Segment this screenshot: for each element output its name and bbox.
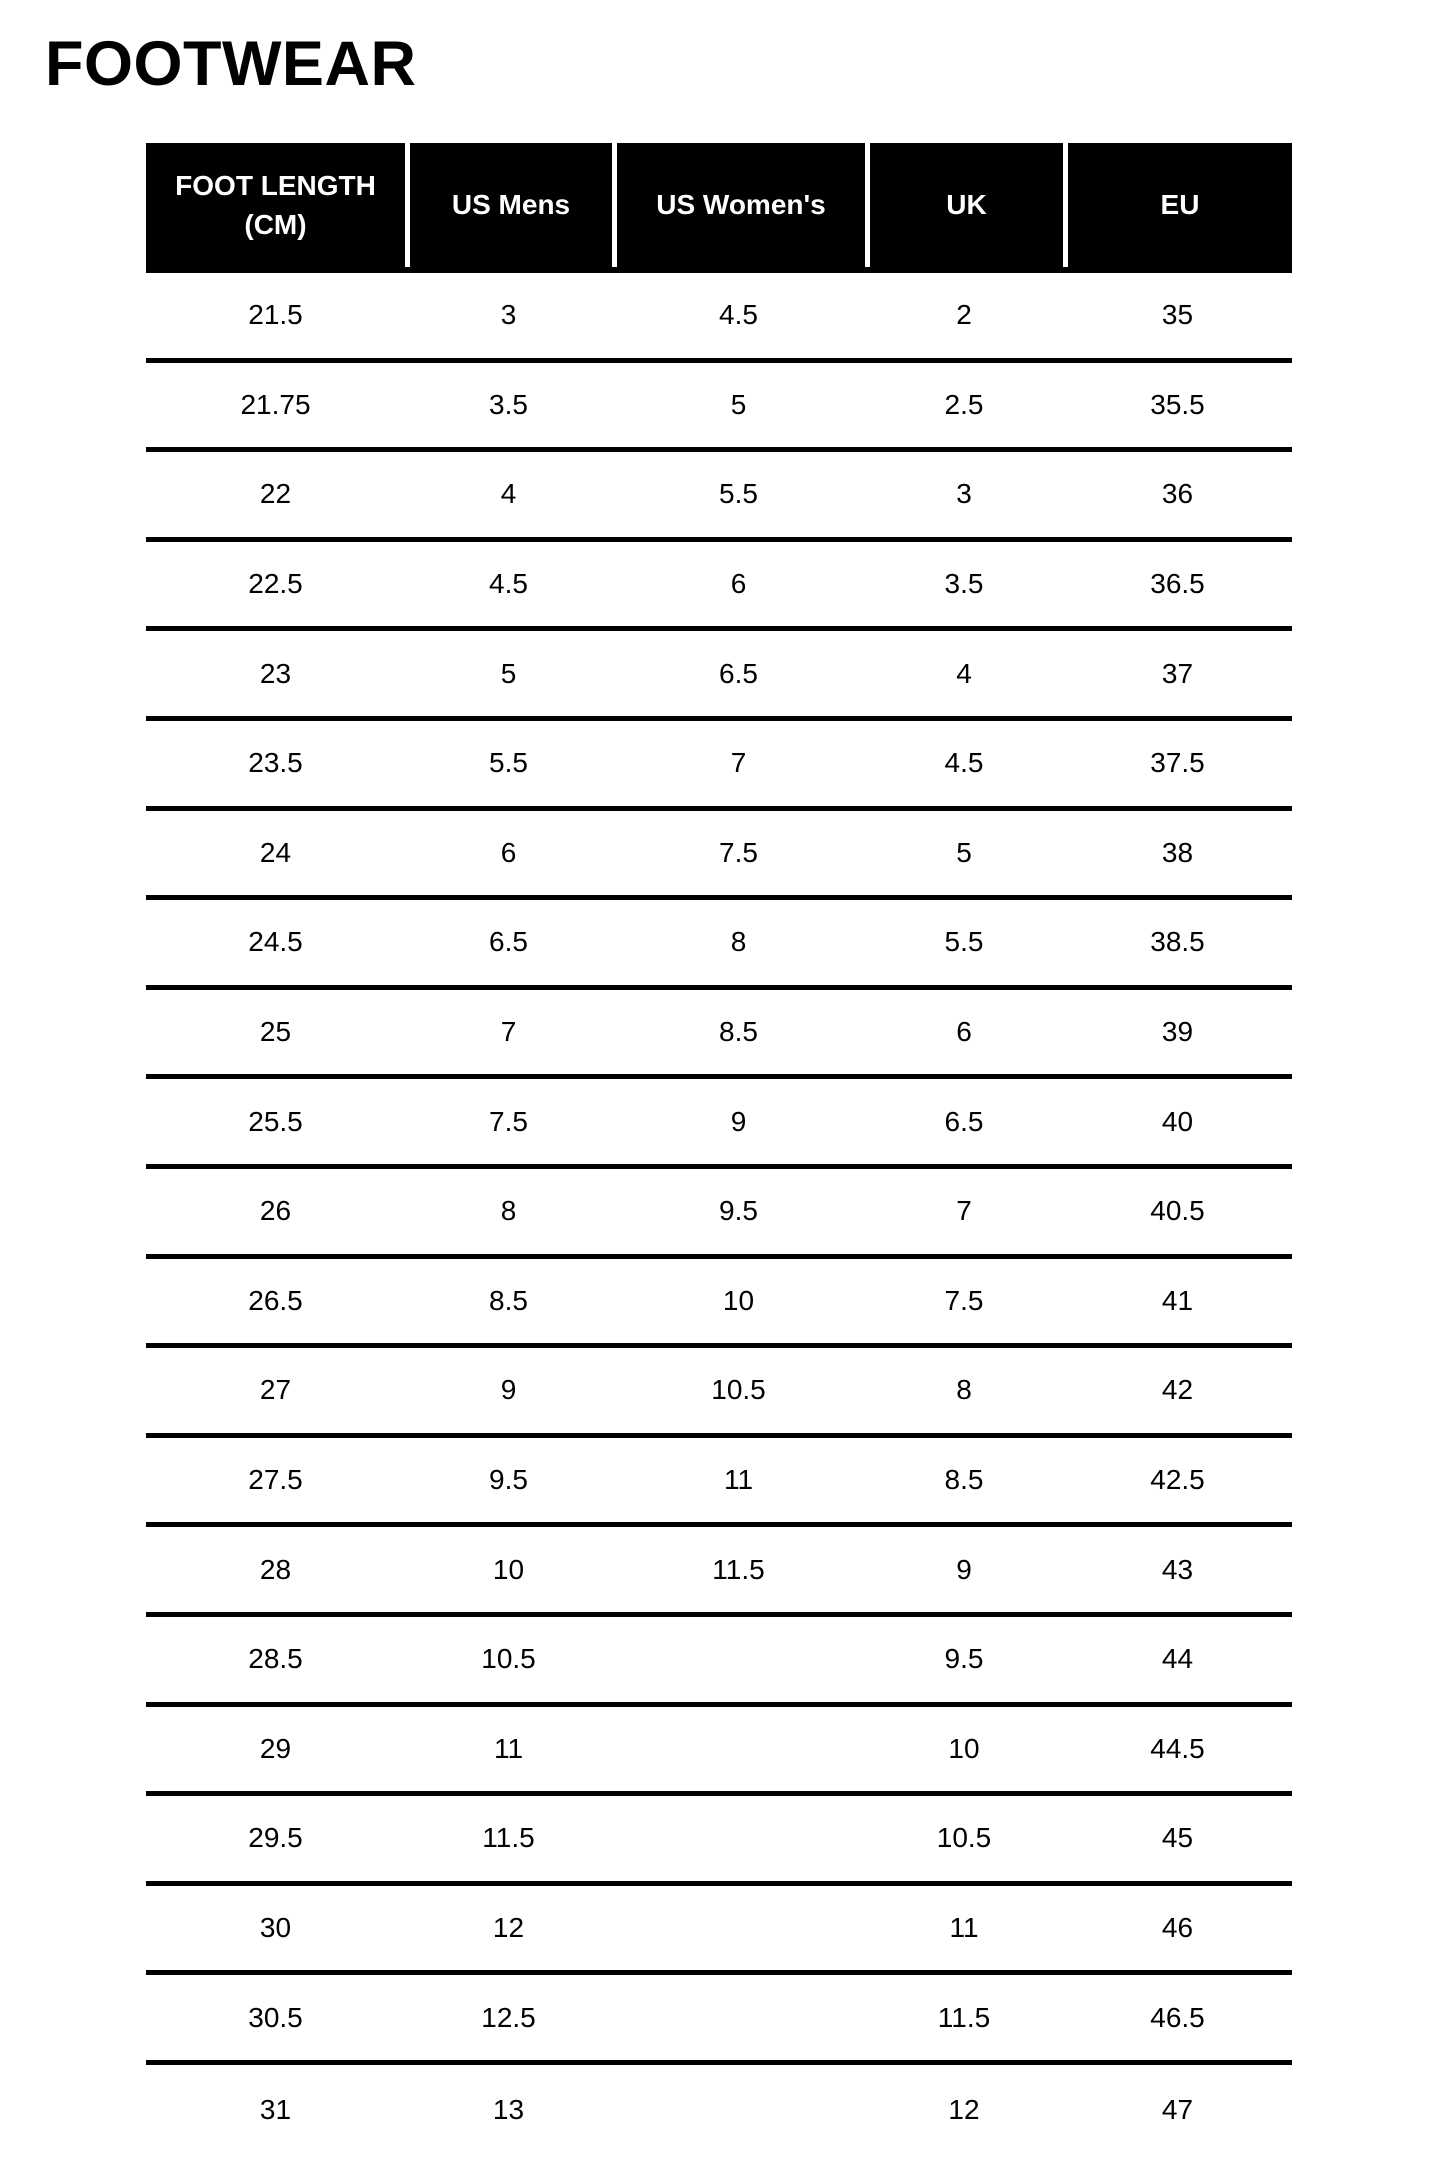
cell-us-womens: 6 (730, 568, 747, 600)
cell-foot-length-cm: 28.5 (248, 1643, 303, 1675)
cell-uk: 5 (956, 836, 972, 868)
column-header-uk: UK (865, 143, 1063, 267)
table-row (146, 811, 1292, 901)
cell-us-mens: 11.5 (482, 1822, 535, 1854)
table-row (146, 363, 1292, 453)
table-header-row (146, 143, 1292, 273)
cell-uk: 9 (956, 1553, 972, 1585)
cell-eu: 42.5 (1150, 1464, 1205, 1496)
cell-eu: 39 (1161, 1016, 1194, 1048)
cell-eu: 38 (1161, 836, 1194, 868)
cell-eu: 46.5 (1150, 2001, 1205, 2033)
table-row (146, 273, 1292, 363)
page-title: FOOTWEAR (45, 29, 417, 99)
cell-us-womens (612, 1975, 865, 2060)
cell-us-mens: 9 (500, 1374, 517, 1406)
footwear-size-table (146, 143, 1292, 2154)
table-row (146, 990, 1292, 1080)
cell-us-womens: 9 (730, 1105, 747, 1137)
cell-us-mens: 11 (493, 1732, 524, 1764)
cell-eu: 36.5 (1150, 568, 1205, 600)
cell-us-mens: 12.5 (481, 2001, 536, 2033)
cell-uk: 12 (948, 2093, 980, 2125)
cell-uk: 9.5 (944, 1643, 984, 1675)
cell-foot-length-cm: 30 (259, 1911, 292, 1943)
cell-us-mens: 10.5 (481, 1643, 536, 1675)
cell-us-womens: 9.5 (719, 1195, 758, 1227)
cell-foot-length-cm: 27 (259, 1374, 292, 1406)
cell-us-mens: 4 (500, 478, 517, 510)
table-row (146, 721, 1292, 811)
table-row (146, 1079, 1292, 1169)
table-row (146, 1527, 1292, 1617)
cell-us-mens: 9.5 (489, 1464, 528, 1496)
cell-us-mens: 3.5 (489, 388, 528, 420)
cell-eu: 43 (1161, 1553, 1194, 1585)
cell-uk: 10.5 (936, 1822, 992, 1854)
cell-us-mens: 4.5 (489, 568, 528, 600)
cell-uk: 2.5 (944, 388, 984, 420)
cell-us-mens: 10 (492, 1553, 525, 1585)
cell-us-womens: 7.5 (719, 836, 758, 868)
cell-us-womens: 10.5 (711, 1374, 766, 1406)
cell-uk: 4.5 (944, 747, 984, 779)
cell-us-mens: 12 (492, 1911, 525, 1943)
table-row (146, 1886, 1292, 1976)
table-row (146, 1975, 1292, 2065)
table-row (146, 1169, 1292, 1259)
column-header-us-mens: US Mens (405, 143, 612, 267)
cell-eu: 41 (1161, 1284, 1194, 1316)
cell-foot-length-cm: 24 (259, 836, 292, 868)
cell-us-womens: 5.5 (719, 478, 758, 510)
cell-foot-length-cm: 21.5 (248, 299, 303, 331)
cell-uk: 4 (956, 657, 972, 689)
column-header-eu: EU (1063, 143, 1292, 267)
cell-us-womens (612, 1617, 865, 1702)
cell-eu: 44.5 (1150, 1732, 1205, 1764)
cell-eu: 35.5 (1150, 388, 1205, 420)
table-row (146, 900, 1292, 990)
cell-uk: 8 (956, 1374, 972, 1406)
cell-foot-length-cm: 25 (259, 1016, 292, 1048)
cell-foot-length-cm: 28 (259, 1553, 292, 1585)
cell-us-mens: 8.5 (489, 1284, 528, 1316)
cell-eu: 38.5 (1150, 926, 1205, 958)
cell-uk: 7 (956, 1195, 972, 1227)
cell-us-womens: 11 (723, 1464, 754, 1496)
cell-us-mens: 3 (500, 299, 517, 331)
cell-us-womens: 7 (730, 747, 747, 779)
cell-us-womens (612, 1707, 865, 1792)
cell-eu: 45 (1161, 1822, 1194, 1854)
cell-us-mens: 6.5 (489, 926, 528, 958)
cell-foot-length-cm: 21.75 (240, 388, 311, 420)
cell-us-mens: 6 (500, 836, 517, 868)
cell-eu: 47 (1161, 2093, 1194, 2125)
cell-foot-length-cm: 22 (259, 478, 292, 510)
cell-eu: 36 (1161, 478, 1194, 510)
cell-eu: 37.5 (1150, 747, 1205, 779)
cell-eu: 37 (1161, 657, 1194, 689)
cell-foot-length-cm: 23.5 (248, 747, 303, 779)
cell-eu: 40.5 (1150, 1195, 1205, 1227)
cell-uk: 7.5 (944, 1284, 984, 1316)
cell-eu: 40 (1161, 1105, 1194, 1137)
cell-us-mens: 7.5 (489, 1105, 528, 1137)
cell-eu: 44 (1161, 1643, 1194, 1675)
cell-uk: 10 (948, 1732, 980, 1764)
cell-us-mens: 5.5 (489, 747, 528, 779)
table-row (146, 1617, 1292, 1707)
cell-foot-length-cm: 25.5 (248, 1105, 303, 1137)
cell-foot-length-cm: 29 (259, 1732, 292, 1764)
cell-uk: 2 (956, 299, 972, 331)
cell-foot-length-cm: 30.5 (248, 2001, 303, 2033)
cell-us-womens (612, 1886, 865, 1971)
cell-us-mens: 7 (500, 1016, 517, 1048)
cell-uk: 8.5 (944, 1464, 984, 1496)
table-row (146, 542, 1292, 632)
cell-us-mens: 13 (492, 2093, 525, 2125)
cell-uk: 11 (949, 1911, 979, 1943)
table-row (146, 452, 1292, 542)
cell-foot-length-cm: 27.5 (248, 1464, 303, 1496)
column-header-us-womens: US Women's (612, 143, 865, 267)
table-body (146, 273, 1292, 2154)
cell-eu: 35 (1161, 299, 1194, 331)
table-row (146, 631, 1292, 721)
cell-us-womens: 8.5 (719, 1016, 758, 1048)
cell-uk: 3.5 (944, 568, 984, 600)
cell-us-mens: 8 (500, 1195, 517, 1227)
table-row (146, 1438, 1292, 1528)
cell-us-womens: 8 (730, 926, 747, 958)
cell-us-womens (612, 1796, 865, 1881)
cell-uk: 6 (956, 1016, 972, 1048)
table-row (146, 1348, 1292, 1438)
cell-us-womens: 10 (722, 1284, 755, 1316)
cell-eu: 42 (1161, 1374, 1194, 1406)
table-row (146, 1707, 1292, 1797)
cell-eu: 46 (1161, 1911, 1194, 1943)
cell-foot-length-cm: 26.5 (248, 1284, 303, 1316)
cell-foot-length-cm: 31 (259, 2093, 292, 2125)
cell-foot-length-cm: 23 (259, 657, 292, 689)
cell-us-womens: 4.5 (719, 299, 758, 331)
cell-foot-length-cm: 26 (259, 1195, 292, 1227)
cell-uk: 5.5 (944, 926, 984, 958)
cell-uk: 6.5 (944, 1105, 984, 1137)
cell-uk: 3 (956, 478, 972, 510)
cell-us-womens: 6.5 (719, 657, 758, 689)
cell-uk: 11.5 (937, 2001, 991, 2033)
cell-foot-length-cm: 24.5 (248, 926, 303, 958)
cell-foot-length-cm: 22.5 (248, 568, 303, 600)
cell-us-womens (612, 2065, 865, 2155)
cell-us-womens: 5 (730, 388, 747, 420)
table-row (146, 1796, 1292, 1886)
table-row (146, 1259, 1292, 1349)
table-row (146, 2065, 1292, 2155)
cell-us-womens: 11.5 (712, 1553, 765, 1585)
cell-us-mens: 5 (500, 657, 517, 689)
column-header-foot-length-cm: FOOT LENGTH (CM) (146, 143, 405, 267)
cell-foot-length-cm: 29.5 (248, 1822, 303, 1854)
